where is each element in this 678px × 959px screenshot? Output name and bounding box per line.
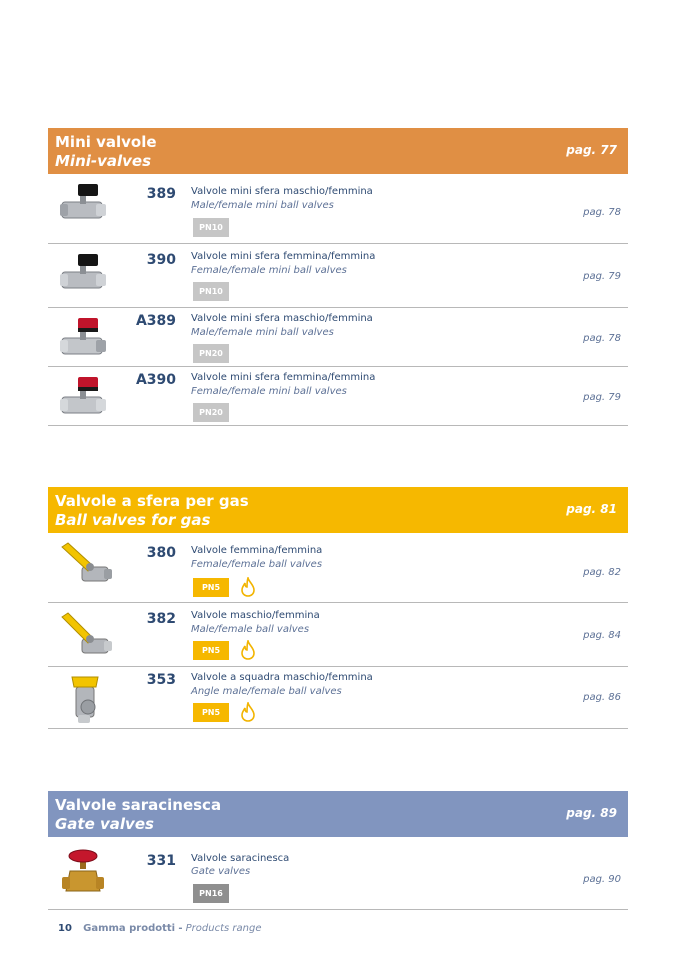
section-gate-valves	[48, 791, 628, 910]
section-title-it: Valvole a sfera per gas	[55, 492, 249, 510]
footer-label-en: Products range	[185, 923, 262, 934]
product-row-a390[interactable]	[48, 367, 628, 426]
product-description-it: Valvole femmina/femmina	[191, 545, 323, 556]
product-description-it: Valvole maschio/femmina	[191, 610, 320, 621]
section-title-it: Mini valvole	[55, 133, 157, 151]
product-description-it: Valvole mini sfera maschio/femmina	[191, 313, 373, 324]
section-title-it: Valvole saracinesca	[55, 796, 222, 814]
row-page-link[interactable]: pag. 90	[583, 874, 621, 885]
gas-flame-icon	[240, 640, 256, 660]
product-code: 382	[146, 611, 176, 627]
product-row-389[interactable]	[48, 174, 628, 244]
gate-valve-red-wheel-icon	[56, 847, 116, 899]
section-header	[48, 128, 628, 174]
row-page-link[interactable]: pag. 86	[583, 692, 621, 703]
section-header	[48, 791, 628, 837]
footer-separator: -	[178, 923, 183, 934]
pressure-badge: PN5	[193, 703, 229, 722]
page-footer	[58, 923, 262, 934]
row-page-link[interactable]: pag. 79	[583, 392, 621, 403]
product-description-en: Female/female ball valves	[191, 559, 323, 570]
footer-label-it: Gamma prodotti	[83, 923, 176, 934]
gas-ball-valve-yellow-lever-icon	[56, 609, 116, 661]
gas-ball-valve-yellow-lever-icon	[56, 539, 116, 591]
product-row-331[interactable]	[48, 837, 628, 910]
product-code: A389	[135, 313, 176, 329]
section-title-en: Ball valves for gas	[55, 511, 211, 529]
pressure-badge: PN10	[193, 282, 229, 301]
section-ball-valves-gas	[48, 487, 628, 729]
page-number: 10	[58, 923, 72, 934]
section-title-en: Mini-valves	[55, 152, 152, 170]
product-description-en: Gate valves	[191, 866, 251, 877]
product-code: 331	[146, 853, 176, 869]
section-header	[48, 487, 628, 533]
product-code: 390	[146, 252, 176, 268]
row-page-link[interactable]: pag. 82	[583, 567, 621, 578]
pressure-badge: PN20	[193, 403, 229, 422]
pressure-badge: PN16	[193, 884, 229, 903]
product-description-it: Valvole mini sfera maschio/femmina	[191, 186, 373, 197]
pressure-badge: PN20	[193, 344, 229, 363]
product-description-en: Female/female mini ball valves	[191, 265, 347, 276]
row-page-link[interactable]: pag. 79	[583, 271, 621, 282]
product-code: 353	[146, 672, 176, 688]
product-description-it: Valvole a squadra maschio/femmina	[191, 672, 373, 683]
mini-ball-valve-red-handle-icon	[56, 314, 116, 366]
product-code: 380	[146, 545, 176, 561]
product-row-353[interactable]	[48, 667, 628, 729]
gas-flame-icon	[240, 577, 256, 597]
pressure-badge: PN5	[193, 641, 229, 660]
mini-ball-valve-black-handle-icon	[56, 180, 116, 232]
product-description-it: Valvole mini sfera femmina/femmina	[191, 251, 376, 262]
row-page-link[interactable]: pag. 84	[583, 630, 621, 641]
pressure-badge: PN5	[193, 578, 229, 597]
product-code: 389	[146, 186, 176, 202]
section-page-link[interactable]: pag. 77	[566, 143, 617, 157]
product-description-en: Male/female ball valves	[191, 624, 310, 635]
product-description-en: Male/female mini ball valves	[191, 327, 334, 338]
gas-flame-icon	[240, 702, 256, 722]
section-title-en: Gate valves	[55, 815, 154, 833]
row-page-link[interactable]: pag. 78	[583, 207, 621, 218]
pressure-badge: PN10	[193, 218, 229, 237]
mini-ball-valve-black-handle-icon	[56, 250, 116, 302]
product-description-it: Valvole mini sfera femmina/femmina	[191, 372, 376, 383]
section-page-link[interactable]: pag. 81	[566, 502, 617, 516]
mini-ball-valve-red-handle-icon	[56, 373, 116, 425]
row-page-link[interactable]: pag. 78	[583, 333, 621, 344]
product-description-en: Male/female mini ball valves	[191, 200, 334, 211]
section-page-link[interactable]: pag. 89	[566, 806, 617, 820]
product-row-a389[interactable]	[48, 308, 628, 367]
section-mini-valves	[48, 128, 628, 426]
product-code: A390	[135, 372, 176, 388]
product-row-380[interactable]	[48, 533, 628, 603]
angle-gas-valve-yellow-butterfly-icon	[56, 673, 116, 725]
product-description-it: Valvole saracinesca	[191, 853, 290, 864]
product-description-en: Female/female mini ball valves	[191, 386, 347, 397]
product-description-en: Angle male/female ball valves	[191, 686, 342, 697]
product-row-382[interactable]	[48, 603, 628, 667]
product-row-390[interactable]	[48, 244, 628, 308]
